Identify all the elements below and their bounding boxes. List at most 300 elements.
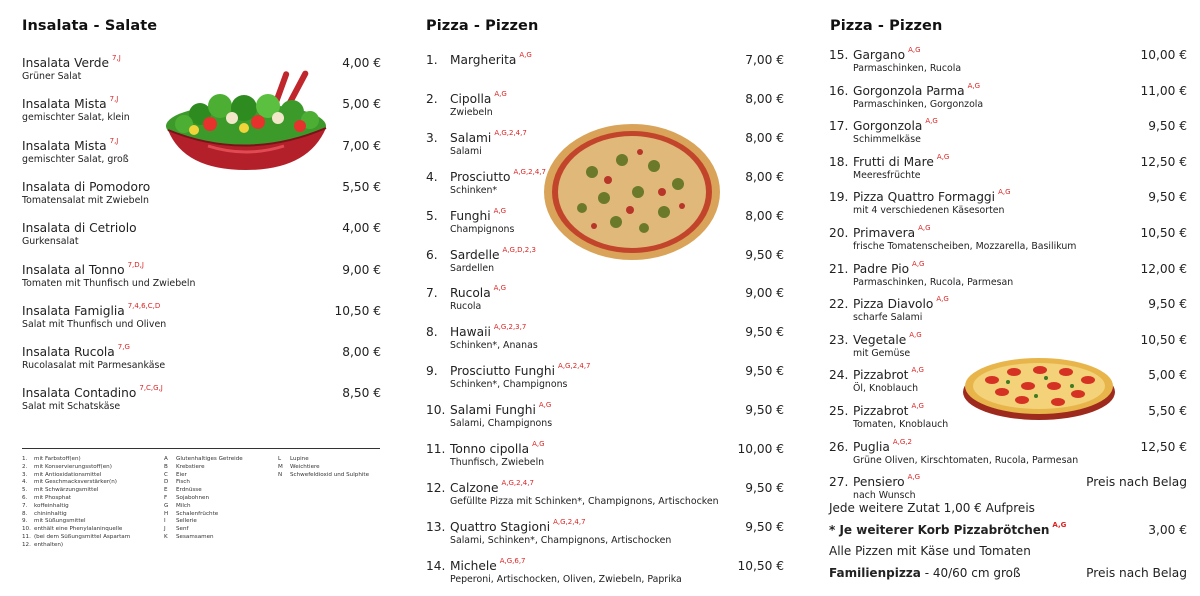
item-name: Calzone [450, 480, 499, 495]
legend-row [22, 534, 162, 542]
item-number: 27. [829, 475, 849, 490]
item-number: 14. [426, 558, 446, 573]
item-description: Parmaschinken, Rucola [853, 63, 962, 74]
item-description: Salat mit Thunfisch und Oliven [22, 318, 167, 330]
item-name-line [829, 152, 950, 169]
menu-item [829, 368, 924, 394]
menu-item [22, 221, 137, 247]
item-name-line [829, 330, 922, 347]
legend-text: Sellerie [176, 518, 197, 525]
item-allergens: 7,J [112, 54, 121, 62]
item-price: 9,00 € [342, 262, 381, 277]
item-description: Meeresfrüchte [853, 169, 921, 181]
item-name: Pizza Quattro Formaggi [853, 190, 996, 205]
item-price: 9,50 € [745, 519, 784, 534]
item-number: 12. [426, 480, 446, 495]
legend-row [278, 456, 388, 464]
item-description: gemischter Salat, klein [22, 112, 130, 124]
item-name: Salami [450, 130, 492, 145]
legend-text: mit Schwärzungsmittel [34, 487, 99, 494]
item-allergens: A,G [967, 81, 981, 90]
legend-text: Senf [176, 526, 189, 533]
item-allergens: A,G [908, 46, 921, 54]
item-number: 9. [426, 364, 438, 379]
menu-item [829, 152, 950, 181]
menu-item [22, 260, 196, 289]
item-name-line [22, 97, 130, 111]
item-name-line [426, 403, 552, 417]
menu-item [829, 330, 922, 359]
item-number: 3. [426, 130, 438, 145]
item-allergens: A,G,2,4,7 [513, 167, 546, 176]
legend-row [22, 542, 162, 550]
menu-item [829, 119, 938, 145]
legend-text: chininhaltig [34, 510, 67, 517]
item-number: 8. [426, 325, 438, 340]
item-number: 1. [426, 53, 438, 67]
item-name: Pizza Diavolo [853, 297, 934, 312]
cheese-note: Alle Pizzen mit Käse und Tomaten [829, 544, 1031, 558]
legend-key: 8. [22, 510, 28, 517]
item-name-line [426, 478, 719, 495]
item-description: Schimmelkäse [853, 134, 921, 146]
item-price: 9,50 € [1148, 119, 1187, 134]
menu-item [22, 136, 129, 165]
item-name-line [22, 180, 150, 194]
basket-allergens: A,G [1052, 521, 1067, 529]
item-name: Insalata Mista [22, 138, 107, 153]
legend-row [22, 518, 162, 526]
item-allergens: A,G,2,4,7 [501, 478, 534, 487]
menu-item [426, 442, 545, 468]
legend-key: M [278, 463, 283, 470]
item-allergens: A,G [912, 259, 925, 268]
legend-text: mit Geschmacksverstärker(n) [34, 479, 117, 486]
item-number: 19. [829, 190, 849, 205]
item-name-line [829, 119, 938, 133]
item-description: Salami, Champignons [450, 418, 553, 430]
item-description: Zwiebeln [450, 106, 493, 118]
item-name: Insalata Famiglia [22, 303, 125, 318]
legend-row [278, 472, 388, 480]
item-price: 5,00 € [1148, 368, 1187, 383]
item-allergens: A,G,2 [892, 437, 912, 446]
item-name: Tonno cipolla [450, 442, 530, 456]
item-price: 11,00 € [1140, 83, 1187, 98]
item-name-line [426, 442, 545, 456]
menu-item [829, 404, 948, 430]
item-description: Salami [450, 145, 482, 157]
item-number: 24. [829, 368, 849, 383]
item-price: 10,50 € [334, 303, 381, 318]
family-pizza-size: - 40/60 cm groß [920, 566, 1021, 580]
legend-row [164, 503, 284, 511]
item-description: Peperoni, Artischocken, Oliven, Zwiebeln, Paprika [450, 573, 682, 585]
legend-row [22, 487, 162, 495]
item-description: frische Tomatenscheiben, Mozzarella, Basilikum [853, 241, 1077, 252]
legend-row [164, 534, 284, 542]
item-price: 12,50 € [1140, 439, 1187, 454]
item-price: 8,00 € [745, 130, 784, 145]
family-pizza-price: Preis nach Belag [1086, 566, 1187, 580]
item-name: Funghi [450, 208, 491, 223]
item-price: 12,00 € [1140, 261, 1187, 276]
item-number: 13. [426, 519, 446, 534]
item-name: Pizzabrot [853, 404, 909, 418]
legend-text: mit Farbstoff(en) [34, 456, 81, 462]
item-name-line [426, 53, 532, 67]
item-price: 9,50 € [1148, 297, 1187, 312]
menu-item [426, 286, 506, 312]
pizza-image-1 [542, 122, 722, 262]
item-price: 10,50 € [1140, 226, 1187, 240]
item-price: 9,50 € [745, 403, 784, 418]
item-allergens: A,G [538, 401, 552, 410]
item-allergens: 7,D,J [127, 260, 144, 269]
item-description: Gurkensalat [22, 236, 79, 248]
item-name: Frutti di Mare [853, 154, 934, 169]
legend-row [22, 479, 162, 487]
menu-item [829, 297, 949, 323]
legend-key: 6. [22, 494, 28, 501]
item-description: mit 4 verschiedenen Käsesorten [853, 205, 1005, 217]
item-number: 2. [426, 91, 438, 106]
legend-text: Schwefeldioxid und Sulphite [290, 471, 370, 478]
item-description: mit Gemüse [853, 347, 911, 359]
item-allergens: A,G [532, 440, 545, 448]
item-name-line [426, 206, 514, 223]
item-number: 26. [829, 439, 849, 454]
item-number: 17. [829, 119, 849, 134]
item-allergens: A,G [918, 224, 931, 232]
item-name-line [22, 136, 129, 153]
menu-item [426, 403, 552, 429]
menu-item [829, 190, 1011, 216]
item-name: Primavera [853, 226, 916, 240]
item-description: Schinken* [450, 184, 498, 196]
item-name: Insalata Contadino [22, 386, 137, 401]
item-allergens: A,G [998, 188, 1011, 197]
item-allergens: A,G,2,3,7 [493, 323, 527, 332]
item-name: Hawaii [450, 325, 491, 340]
legend-row [22, 511, 162, 519]
item-name: Insalata di Pomodoro [22, 179, 151, 194]
legend-row [278, 464, 388, 472]
item-price: 5,50 € [1148, 404, 1187, 418]
item-name-line [829, 437, 1078, 454]
legend-key: 9. [22, 518, 28, 525]
item-price: 8,50 € [342, 386, 381, 401]
legend-text: Sojabohnen [176, 494, 210, 501]
item-description: gemischter Salat, groß [22, 153, 129, 165]
legend-text: Glutenhaltiges Getreide [176, 456, 243, 462]
item-name-line [829, 226, 1076, 240]
legend-key: N [278, 471, 283, 478]
item-name-line [22, 386, 163, 400]
item-description: Grüne Oliven, Kirschtomaten, Rucola, Parmesan [853, 454, 1079, 466]
item-name: Insalata Mista [22, 97, 107, 112]
item-description: Schinken*, Champignons [450, 379, 568, 391]
item-name: Salami Funghi [450, 403, 536, 418]
legend-row [164, 464, 284, 472]
menu-item [426, 364, 591, 390]
item-price: 7,00 € [342, 138, 381, 153]
menu-item [829, 259, 1014, 288]
basket-label: * Je weiterer Korb Pizzabrötchen [829, 523, 1050, 537]
item-description: Gefüllte Pizza mit Schinken*, Champignons, Artischocken [450, 495, 719, 507]
legend-row [22, 503, 162, 511]
item-allergens: A,G [925, 117, 938, 126]
item-number: 6. [426, 247, 438, 262]
item-number: 11. [426, 442, 446, 456]
item-description: Öl, Knoblauch [853, 383, 919, 395]
item-name: Prosciutto [450, 169, 511, 184]
item-allergens: A,G,2,4,7 [553, 517, 586, 526]
legend-row [164, 495, 284, 503]
legend-text: koffeinhaltig [34, 502, 69, 509]
item-number: 15. [829, 48, 849, 62]
pizza-section-title-2: Pizza - Pizzen [830, 18, 943, 34]
legend-text: Schalenfrüchte [176, 510, 219, 517]
item-price: 7,00 € [745, 53, 784, 67]
item-allergens: A,G,2,4,7 [494, 128, 527, 137]
item-number: 23. [829, 332, 849, 347]
menu-item [426, 517, 672, 546]
item-name: Gorgonzola Parma [853, 83, 965, 98]
basket-note [829, 523, 1066, 537]
item-name-line [426, 167, 546, 184]
item-number: 20. [829, 226, 849, 240]
item-name-line [829, 190, 1011, 204]
legend-text: enthalten) [34, 541, 64, 548]
item-name: Michele [450, 558, 497, 573]
pizza-section-title-1: Pizza - Pizzen [426, 18, 539, 34]
item-name: Puglia [853, 439, 890, 454]
legend-key: 12. [22, 541, 31, 548]
item-number: 10. [426, 403, 446, 418]
legend-row [164, 518, 284, 526]
legend-key: D [164, 479, 169, 486]
item-name: Prosciutto Funghi [450, 364, 556, 379]
item-price: 8,00 € [745, 208, 784, 223]
legend-text: mit Phosphat [34, 494, 71, 501]
legend-row [22, 495, 162, 503]
item-name: Sardelle [450, 247, 500, 262]
item-name-line [829, 368, 924, 382]
item-name-line [426, 89, 507, 106]
legend-row [164, 511, 284, 519]
item-allergens: A,G,D,2,3 [502, 245, 536, 254]
item-name: Pensiero [853, 475, 905, 490]
legend-row [22, 464, 162, 472]
menu-item [829, 81, 984, 110]
item-name-line [426, 556, 682, 573]
item-description: Sardellen [450, 262, 495, 274]
legend-text: mit Konservierungsstoff(en) [34, 463, 112, 470]
item-allergens: 7,4,6,C,D [127, 301, 161, 310]
legend-row [164, 472, 284, 480]
item-name-line [426, 364, 591, 378]
legend-text: enthält eine Phenylalaninquelle [34, 526, 123, 533]
item-description: Parmaschinken, Gorgonzola [853, 98, 984, 110]
menu-item [426, 89, 507, 118]
menu-item [22, 180, 150, 206]
item-name-line [829, 81, 983, 98]
legend-text: Krebstiere [176, 463, 205, 470]
item-number: 5. [426, 208, 438, 223]
legend-key: E [164, 487, 168, 494]
item-price: 4,00 € [342, 221, 381, 236]
item-description: scharfe Salami [853, 312, 923, 324]
item-price: 9,00 € [745, 286, 784, 301]
legend-key: 11. [22, 533, 31, 540]
item-description: Tomaten mit Thunfisch und Zwiebeln [22, 277, 196, 289]
item-name: Insalata di Cetriolo [22, 221, 137, 236]
item-description: Rucola [450, 301, 482, 313]
legend-row [22, 472, 162, 480]
legend-row [164, 479, 284, 487]
item-description: Parmaschinken, Rucola, Parmesan [853, 276, 1014, 288]
item-name-line [829, 475, 920, 489]
legend-key: 10. [22, 526, 31, 533]
item-number: 25. [829, 404, 849, 418]
item-number: 16. [829, 83, 849, 98]
item-price: 10,50 € [737, 558, 784, 573]
item-price: 12,50 € [1140, 154, 1187, 169]
item-number: 4. [426, 169, 438, 184]
legend-key: H [164, 510, 169, 517]
item-description: Tomatensalat mit Zwiebeln [22, 194, 149, 206]
item-name-line [829, 404, 948, 418]
legend-key: 7. [22, 502, 28, 509]
item-price: 10,50 € [1140, 332, 1187, 347]
item-price: 9,50 € [745, 364, 784, 379]
menu-item [426, 128, 527, 157]
item-allergens: A,G [907, 473, 921, 482]
item-name: Vegetale [853, 332, 907, 347]
item-description: Salami, Schinken*, Champignons, Artischocken [450, 534, 672, 546]
item-allergens: 7,J [109, 136, 119, 145]
legend-key: 2. [22, 463, 28, 470]
item-allergens: A,G [493, 206, 507, 215]
item-number: 7. [426, 286, 438, 301]
legend-key: A [164, 456, 168, 462]
item-name-line [22, 221, 137, 235]
item-description: Thunfisch, Zwiebeln [450, 457, 545, 468]
item-name: Margherita [450, 53, 517, 67]
legend-key: I [164, 518, 166, 525]
item-description: Champignons [450, 223, 515, 235]
legend-text: Weichtiere [290, 463, 320, 470]
item-name-line [829, 48, 961, 62]
item-price: 9,50 € [745, 247, 784, 262]
item-number: 21. [829, 261, 849, 276]
menu-item [426, 53, 532, 67]
basket-price: 3,00 € [1148, 523, 1187, 537]
item-description: Tomaten, Knoblauch [853, 419, 949, 430]
legend-key: F [164, 494, 168, 501]
item-description: Salat mit Schatskäse [22, 401, 121, 413]
item-price: 9,50 € [1148, 190, 1187, 205]
family-pizza-note [829, 566, 1021, 580]
legend-key: J [164, 526, 166, 533]
item-allergens: A,G [519, 51, 532, 59]
legend-row [164, 487, 284, 495]
item-price: 8,00 € [745, 169, 784, 184]
item-name: Insalata al Tonno [22, 262, 125, 277]
menu-item [22, 97, 130, 123]
legend-key: L [278, 456, 282, 462]
menu-item [22, 386, 163, 412]
item-price: 8,00 € [745, 91, 784, 106]
item-allergens: A,G [494, 89, 507, 98]
item-description: Grüner Salat [22, 71, 82, 82]
item-allergens: A,G [911, 366, 924, 375]
legend-text: Eier [176, 471, 187, 478]
item-name: Gargano [853, 48, 906, 62]
item-name: Pizzabrot [853, 368, 909, 383]
item-name-line [426, 286, 506, 300]
item-price: 5,50 € [342, 179, 381, 194]
legend-row [22, 456, 162, 464]
item-allergens: 7,C,G,J [139, 384, 163, 393]
menu-item [829, 475, 920, 501]
item-allergens: A,G [936, 295, 949, 304]
item-price: 9,50 € [745, 480, 784, 495]
item-name-line [426, 128, 527, 145]
item-number: 18. [829, 154, 849, 169]
legend-text: Erdnüsse [176, 487, 202, 494]
legend-text: Fisch [176, 479, 190, 486]
menu-item [829, 226, 1076, 252]
item-allergens: A,G [493, 284, 507, 293]
item-name: Quattro Stagioni [450, 519, 551, 534]
item-price: 5,00 € [342, 97, 381, 112]
item-name-line [426, 325, 538, 339]
menu-item [22, 345, 165, 371]
legend-key: 4. [22, 479, 28, 486]
item-name-line [829, 259, 1013, 276]
item-name-line [22, 56, 121, 70]
item-price: Preis nach Belag [1086, 475, 1187, 490]
item-name: Gorgonzola [853, 119, 923, 134]
item-name: Rucola [450, 286, 491, 301]
item-description: Schinken*, Ananas [450, 340, 538, 352]
legend-key: B [164, 463, 168, 470]
legend-row [164, 526, 284, 534]
item-allergens: A,G [911, 402, 924, 410]
legend-key: C [164, 471, 168, 478]
legend-text: Lupine [290, 456, 309, 462]
menu-item [829, 48, 961, 74]
item-name-line [426, 517, 671, 534]
item-number: 22. [829, 297, 849, 312]
menu-item [426, 556, 682, 585]
item-allergens: A,G,6,7 [499, 556, 526, 565]
item-name-line [426, 245, 536, 262]
menu-item [426, 206, 515, 235]
legend-text: (bei dem Süßungsmittel Aspartam [34, 533, 131, 540]
legend-row [22, 526, 162, 534]
item-name: Cipolla [450, 91, 492, 106]
legend-key: 1. [22, 456, 28, 462]
legend-key: G [164, 502, 169, 509]
item-name-line [22, 260, 195, 277]
item-price: 8,00 € [342, 345, 381, 360]
family-pizza-label: Familienpizza [829, 566, 921, 580]
legend-text: mit Süßungsmittel [34, 518, 86, 525]
pizza-image-2 [962, 352, 1116, 422]
